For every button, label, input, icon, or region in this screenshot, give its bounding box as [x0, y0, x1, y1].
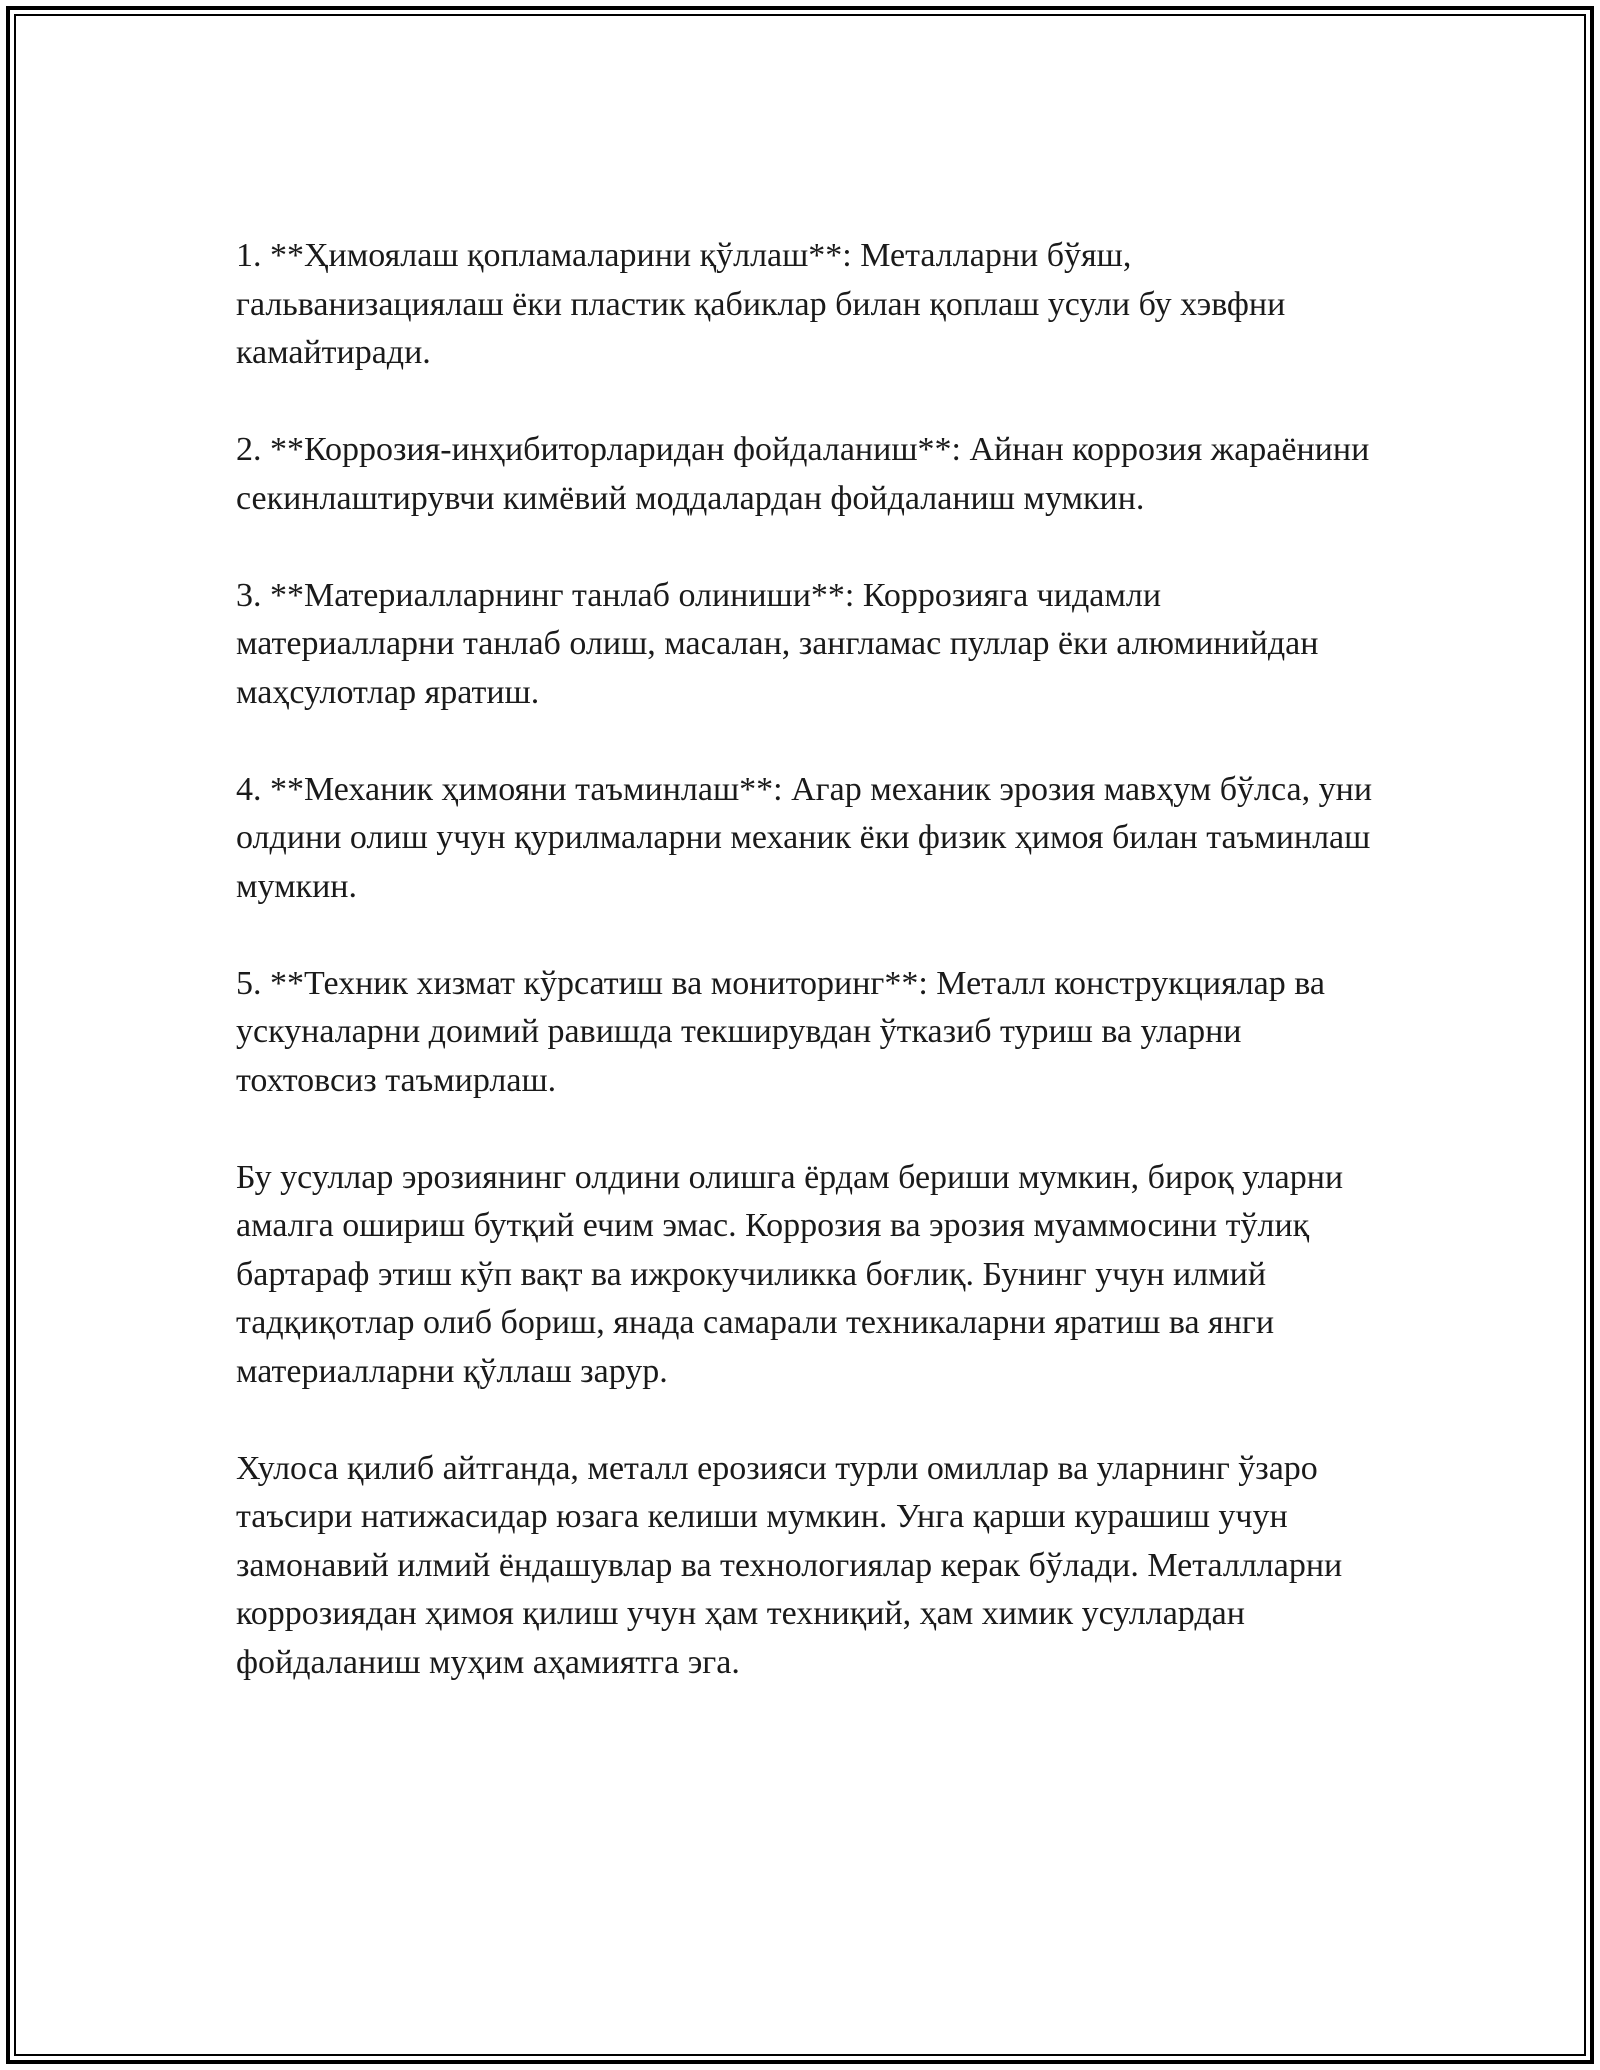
body-paragraph-methods: Бу усуллар эрозиянинг олдини олишга ёрдам бериши мумкин, бироқ уларни амалга ошириш бутқий ечим эмас. Коррозия ва эрозия муаммосини тўлиқ бартараф этиш кўп вақт ва ижрокучиликка боғлиқ. Бунинг учун илмий тадқиқотлар олиб бориш, янада самарали техникаларни яратиш ва янги материалларни қўллаш зарур.	[236, 1158, 1344, 1390]
list-item-corrosion-inhibitors: 2. **Коррозия-инҳибиторларидан фойдаланиш**: Айнан коррозия жараёнини секинлаштирувчи кимёвий моддалардан фойдаланиш мумкин.	[236, 431, 1370, 517]
list-item-protective-coatings: 1. **Ҳимоялаш қопламаларини қўллаш**: Металларни бўяш, гальванизациялаш ёки пластик қабиклар билан қоплаш усули бу хэвфни камайтиради.	[236, 237, 1286, 371]
list-item-material-selection: 3. **Материалларнинг танлаб олиниши**: Коррозияга чидамли материалларни танлаб олиш, масалан, зангламас пуллар ёки алюминийдан маҳсулотлар яратиш.	[236, 576, 1319, 711]
body-paragraph-conclusion: Хулоса қилиб айтганда, металл ерозияси турли омиллар ва уларнинг ўзаро таъсири натижасидар юзага келиши мумкин. Унга қарши курашиш учун замонавий илмий ёндашувлар ва технологиялар керак бўлади. Металлларни коррозиядан ҳимоя қилиш учун ҳам техниқий, ҳам химик усуллардан фойдаланиш муҳим аҳамиятга эга.	[236, 1449, 1343, 1681]
list-item-mechanical-protection: 4. **Механик ҳимояни таъминлаш**: Агар механик эрозия мавҳум бўлса, уни олдини олиш учун қурилмаларни механик ёки физик ҳимоя билан таъминлаш мумкин.	[236, 770, 1373, 905]
document-body	[236, 232, 1386, 1736]
list-item-maintenance-monitoring: 5. **Техник хизмат кўрсатиш ва мониторинг**: Металл конструкциялар ва ускуналарни доимий равишда текширувдан ўтказиб туриш ва уларни тохтовсиз таъмирлаш.	[236, 964, 1325, 1099]
